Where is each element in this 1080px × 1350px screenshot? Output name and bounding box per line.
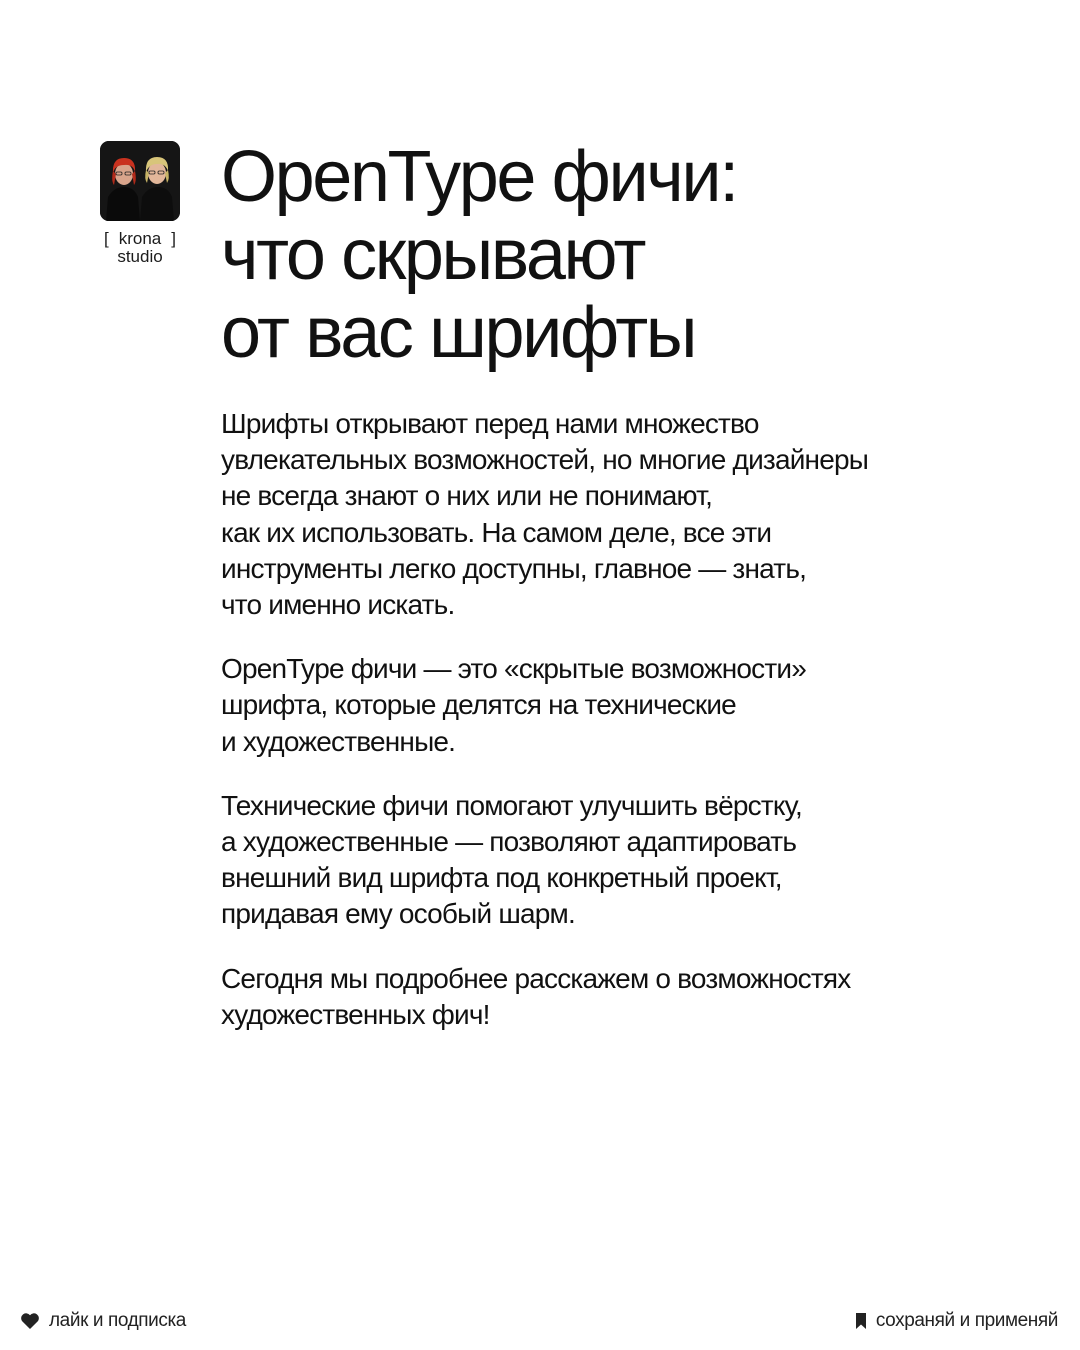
paragraph-line: Сегодня мы подробнее расскажем о возможностях: [221, 962, 851, 994]
studio-name-sub: studio: [117, 247, 163, 266]
brand-block: [100, 141, 180, 266]
save-apply-cta[interactable]: [855, 1309, 1058, 1333]
paragraph-line: OpenType фичи — это «скрытые возможности»: [221, 653, 806, 685]
title-line: от вас шрифты: [221, 293, 696, 373]
paragraph-line: Шрифты открывают перед нами множество: [221, 408, 759, 439]
paragraph-line: увлекательных возможностей, но многие дизайнеры: [221, 444, 869, 476]
paragraph-line: а художественные — позволяют адаптировать: [221, 826, 797, 858]
paragraph-line: внешний вид шрифта под конкретный проект,: [221, 862, 782, 894]
paragraph-definition: [221, 651, 1001, 760]
like-subscribe-label: лайк и подписка: [49, 1310, 186, 1331]
studio-name-main: krona: [118, 229, 162, 248]
studio-name: [100, 230, 180, 266]
paragraph-line: не всегда знают о них или не понимают,: [221, 480, 713, 512]
paragraph-line: как их использовать. На самом деле, все эти: [221, 516, 772, 548]
page-title: [221, 138, 737, 372]
paragraph-types: [221, 788, 1001, 933]
bookmark-icon: [855, 1312, 867, 1330]
paragraph-line: художественных фич!: [221, 998, 490, 1030]
studio-logo-photo: [100, 141, 180, 221]
heart-icon: [20, 1312, 40, 1330]
paragraph-line: шрифта, которые делятся на технические: [221, 689, 736, 721]
paragraph-line: и художественные.: [221, 725, 456, 757]
paragraph-intro: [221, 406, 1001, 623]
article-body: [221, 406, 1001, 1061]
paragraph-line: что именно искать.: [221, 589, 455, 621]
bracket-close: ]: [171, 229, 176, 248]
paragraph-outro: [221, 961, 1001, 1033]
bracket-open: [: [104, 229, 109, 248]
save-apply-label: сохраняй и применяй: [875, 1310, 1058, 1331]
like-subscribe-cta[interactable]: [20, 1309, 186, 1333]
paragraph-line: придавая ему особый шарм.: [221, 898, 575, 930]
paragraph-line: инструменты легко доступны, главное — знать,: [221, 552, 807, 584]
paragraph-line: Технические фичи помогают улучшить вёрстку,: [221, 789, 802, 821]
title-line: OpenType фичи:: [221, 137, 737, 217]
title-line: что скрывают: [221, 215, 645, 295]
logo-portrait-image: [100, 141, 180, 221]
